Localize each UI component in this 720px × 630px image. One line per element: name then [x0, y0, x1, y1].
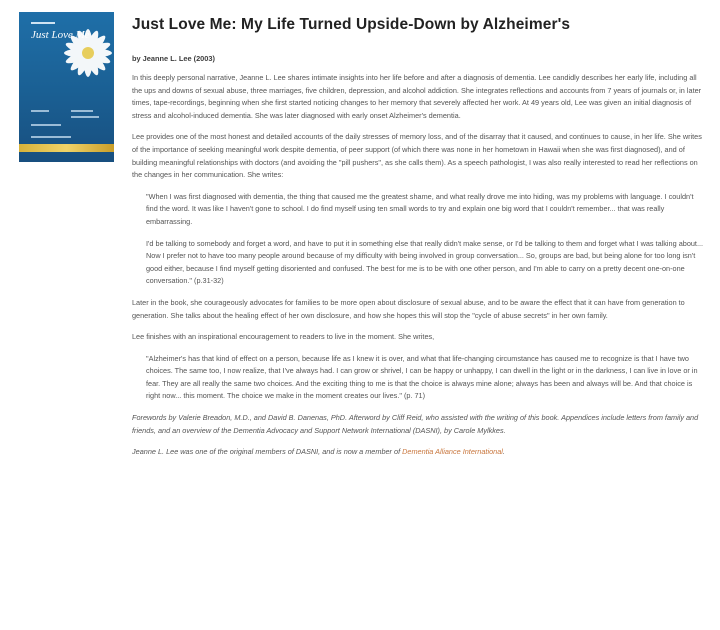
book-cover-image — [19, 12, 114, 162]
paragraph-forewords: Forewords by Valerie Breadon, M.D., and David B. Danenas, PhD. Afterword by Cliff Reid, who assisted with the writing of this book. Appendices include letters from family and friends, and an overview of the Dementia Advocacy and Support Network International (DASNI), by Carole Mylkkes. — [132, 413, 699, 435]
cover-title: Just Love Me — [31, 29, 90, 41]
paragraph-intro: In this deeply personal narrative, Jeanne L. Lee shares intimate insights into her life before and after a diagnosis of dementia. Lee candidly describes her early life, including all the ups and downs of sexual abuse, three marriages, five children, depression, and alcohol addiction. She integrates reflections and accounts from 7 years of journals or, in later times, tape-recordings, beginning when she first started noticing changes to her memory that severely affected her work. At 49 years old, Lee was given an initial diagnosis of stress and alcohol-induced dementia. She was later diagnosed with early onset Alzheimer's dementia. — [132, 73, 702, 120]
dasni-period: . — [502, 447, 505, 457]
paragraph-abuse-disclosure: Later in the book, she courageously advocates for families to be more open about disclosure of sexual abuse, and to be aware the effect that it can have from generation to generation. She talks about the healing effect of her own disclosure, and how she hopes this will stop the "cycle of abuse secrets" in her own family. — [132, 297, 685, 320]
page-title: Just Love Me: My Life Turned Upside-Down by Alzheimer's — [132, 16, 571, 33]
paragraph-memory-loss: Lee provides one of the most honest and detailed accounts of the daily stresses of memory loss, and of the disarray that it caused, and continues to cause, in her life. She writes of the importance of seeking meaningful work despite dementia, of peer support (of which there was none in her hometown in Hawaii when she was first diagnosed), and of building meaningful relationships with doctors (and avoiding the "pill pushers", as she calls them). As a speech pathologist, I was also really interested to read her reflections on the changes in her communication. She writes: — [132, 132, 702, 180]
blockquote-language: "When I was first diagnosed with dementia, the thing that caused me the greatest shame, and what really drove me into hiding, was my problems with language. I couldn't find the word. It was like I haven't gone to school. I do find myself using ten small words to try and explain one big word that I couldn't remember... that was really embarrassing. — [146, 191, 694, 226]
dementia-alliance-link[interactable]: Dementia Alliance International — [402, 447, 503, 457]
paragraph-live-in-moment: Lee finishes with an inspirational encouragement to readers to live in the moment. She writes, — [132, 332, 435, 342]
dasni-text: Jeanne L. Lee was one of the original members of DASNI, and is now a member of — [132, 447, 403, 457]
author-byline: by Jeanne L. Lee (2003) — [132, 54, 215, 63]
blockquote-conversation: I'd be talking to somebody and forget a word, and have to put it in something else that really didn't make sense, or I'd be talking to them and forget what I was talking about... Now I prefer not to have too many people around because of my difficulty with being involved in group conversation... So, groups are bad, but being alone for too long isn't good either, because I find myself getting disoriented and confused. The best for me is to be with one other person, and I'm able to carry on a pretty decent one-on-one conversation." (p.31-32) — [146, 238, 704, 286]
article-body — [132, 16, 704, 459]
blockquote-choices: "Alzheimer's has that kind of effect on a person, because life as I knew it is over, and what that life-changing circumstance has caused me to recognize is that I have two choices. The same too, I now realize, that I've always had. I can grow or shrivel, I can be happy or unhappy, I can dwell in the light or in the darkness, I can live in love or in fear. They are all really the same two choices. And the exciting thing to me is that the choice is always mine alone; always has been and always will be. And that choice is right now... this moment. The choice we make in the moment creates our lives." (p. 71) — [146, 353, 698, 401]
paragraph-dasni-member — [132, 446, 704, 459]
